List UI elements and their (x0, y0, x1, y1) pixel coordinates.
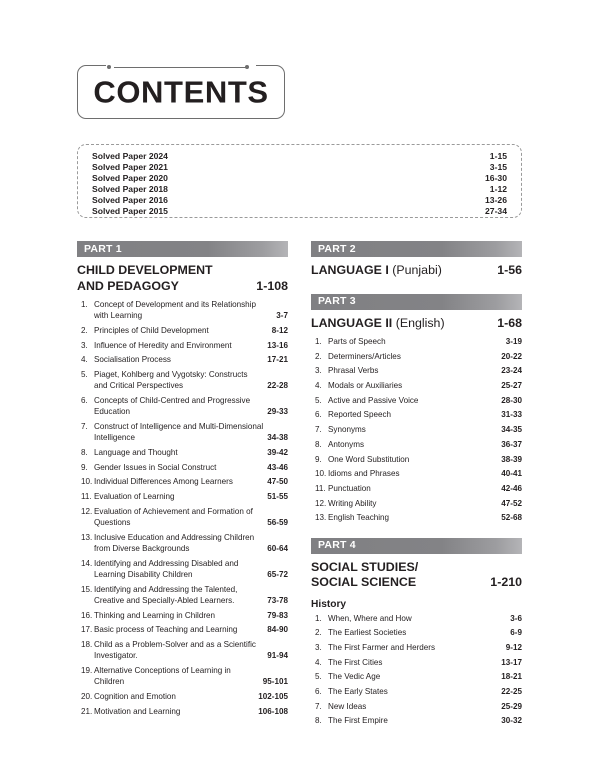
part-3-title-bold: LANGUAGE II (311, 315, 393, 330)
item-number: 14. (81, 558, 93, 568)
item-pages: 38-39 (501, 454, 522, 464)
part-3-label: PART 3 (318, 295, 356, 308)
item-number: 9. (81, 462, 88, 472)
list-item[interactable] (311, 395, 522, 406)
item-pages: 47-50 (267, 477, 288, 487)
item-number: 13. (81, 532, 93, 542)
list-item[interactable] (311, 613, 522, 624)
list-item[interactable] (311, 715, 522, 726)
item-title: Child as a Problem-Solver and as a Scientific Investigator. (94, 640, 256, 661)
list-item[interactable] (311, 424, 522, 435)
item-number: 17. (81, 625, 93, 635)
part-4-bar (311, 538, 522, 554)
item-title: Gender Issues in Social Construct (94, 462, 217, 472)
item-title: Idioms and Phrases (328, 469, 400, 479)
solved-paper-row[interactable] (92, 184, 507, 195)
item-title: Motivation and Learning (94, 706, 181, 716)
item-pages: 13-17 (501, 657, 522, 667)
list-item[interactable] (311, 351, 522, 362)
part-4-heading (311, 560, 522, 591)
item-number: 2. (315, 628, 322, 638)
list-item[interactable] (311, 365, 522, 376)
part-1-label: PART 1 (84, 242, 122, 255)
item-number: 3. (315, 366, 322, 376)
item-number: 3. (315, 642, 322, 652)
solved-paper-label: Solved Paper 2016 (92, 194, 168, 205)
list-item[interactable] (77, 421, 288, 444)
solved-paper-pages: 16-30 (485, 172, 507, 183)
item-number: 20. (81, 692, 93, 702)
decorative-rule (114, 67, 248, 69)
item-number: 11. (315, 483, 326, 493)
item-title: Language and Thought (94, 448, 178, 457)
list-item[interactable] (77, 491, 288, 502)
item-pages: 47-52 (501, 498, 522, 508)
part-4-title-line2: SOCIAL SCIENCE (311, 575, 417, 590)
item-number: 10. (315, 469, 327, 479)
item-title: Inclusive Education and Addressing Children from Diverse Backgrounds (94, 532, 255, 554)
item-number: 8. (315, 439, 322, 449)
list-item[interactable] (311, 686, 522, 697)
item-title: Phrasal Verbs (328, 366, 379, 376)
item-title: Influence of Heredity and Environment (94, 340, 232, 350)
solved-paper-label: Solved Paper 2015 (92, 205, 168, 216)
item-pages: 73-78 (267, 596, 288, 605)
item-number: 19. (81, 666, 93, 676)
item-number: 7. (315, 701, 322, 711)
solved-paper-row[interactable] (92, 195, 507, 206)
item-title: Thinking and Learning in Children (94, 610, 216, 620)
item-title: The Vedic Age (328, 672, 381, 682)
list-item[interactable] (77, 476, 288, 487)
item-pages: 25-29 (501, 701, 522, 711)
item-title: Evaluation of Learning (94, 492, 175, 502)
item-pages: 52-68 (501, 513, 522, 523)
item-pages: 3-19 (505, 337, 522, 346)
item-number: 8. (315, 716, 322, 726)
item-pages: 36-37 (501, 439, 522, 449)
part-3-bar (311, 294, 522, 310)
item-pages: 102-105 (258, 692, 288, 702)
item-number: 4. (81, 355, 88, 365)
part-1-bar (77, 241, 288, 257)
item-number: 6. (81, 396, 88, 406)
list-item[interactable] (77, 665, 288, 688)
part-3-heading (311, 316, 522, 332)
list-item[interactable] (77, 639, 288, 662)
item-title: Basic process of Teaching and Learning (94, 625, 238, 635)
item-pages: 84-90 (267, 625, 288, 635)
item-title: Concept of Development and its Relationship with Learning (94, 300, 256, 321)
list-item[interactable] (311, 671, 522, 682)
item-title: Cognition and Emotion (94, 692, 176, 702)
item-title: Principles of Child Development (94, 325, 209, 335)
item-number: 8. (81, 448, 88, 457)
item-title: Writing Ability (328, 498, 377, 508)
part-2-heading (311, 263, 522, 279)
item-pages: 9-12 (505, 642, 522, 652)
part-2-bar (311, 241, 522, 257)
part-1-title-line1: CHILD DEVELOPMENT (77, 263, 213, 277)
item-pages: 17-21 (267, 355, 288, 365)
item-title: The First Farmer and Herders (328, 642, 436, 652)
right-column (311, 241, 522, 730)
item-pages: 39-42 (267, 448, 288, 457)
part-4-label: PART 4 (318, 539, 356, 552)
item-number: 11. (81, 492, 92, 502)
item-pages: 23-24 (501, 366, 522, 376)
item-title: The Earliest Societies (328, 628, 407, 638)
list-item[interactable] (77, 624, 288, 635)
item-number: 6. (315, 686, 322, 696)
part-3-item-list (311, 336, 522, 524)
item-title: Socialisation Process (94, 355, 171, 365)
solved-paper-pages: 27-34 (485, 205, 507, 216)
list-item[interactable] (311, 454, 522, 465)
part-4-subsection-heading: History (311, 598, 347, 610)
list-item[interactable] (311, 512, 522, 523)
solved-paper-label: Solved Paper 2018 (92, 183, 168, 194)
item-title: Modals or Auxiliaries (328, 381, 403, 391)
solved-paper-row[interactable] (92, 173, 507, 184)
solved-paper-row[interactable] (92, 206, 507, 217)
decorative-dot-right-icon (245, 65, 249, 69)
item-number: 3. (81, 340, 88, 350)
list-item[interactable] (311, 498, 522, 509)
solved-paper-pages: 1-12 (489, 183, 507, 194)
item-title: Reported Speech (328, 410, 391, 420)
item-title: The First Cities (328, 657, 383, 667)
item-pages: 51-55 (267, 492, 288, 502)
item-title: Antonyms (328, 439, 364, 449)
part-4-item-list (311, 613, 522, 727)
part-1-pages: 1-108 (256, 278, 288, 293)
item-number: 13. (315, 513, 327, 523)
item-pages: 22-25 (501, 686, 522, 696)
item-pages: 34-35 (501, 425, 522, 435)
item-number: 1. (81, 300, 88, 309)
list-item[interactable] (77, 610, 288, 621)
item-number: 4. (315, 381, 322, 391)
solved-papers-box (77, 144, 522, 218)
list-item[interactable] (311, 701, 522, 712)
item-title: Concepts of Child-Centred and Progressive Education (94, 396, 251, 417)
list-item[interactable] (311, 627, 522, 638)
item-title: English Teaching (328, 513, 390, 523)
list-item[interactable] (77, 462, 288, 473)
part-3-title (311, 316, 445, 332)
solved-paper-row[interactable] (92, 162, 507, 173)
page-title: CONTENTS (93, 74, 269, 110)
solved-paper-pages: 3-15 (489, 161, 507, 172)
part-1-title-line2: AND PEDAGOGY (77, 278, 179, 293)
item-title: New Ideas (328, 701, 367, 711)
decorative-dot-left-icon (107, 65, 111, 69)
item-number: 4. (315, 657, 322, 667)
item-pages: 8-12 (271, 325, 288, 335)
list-item[interactable] (77, 299, 288, 322)
item-title: Punctuation (328, 483, 371, 493)
list-item[interactable] (311, 409, 522, 420)
list-item[interactable] (311, 468, 522, 479)
item-number: 18. (81, 640, 93, 650)
item-number: 2. (81, 325, 88, 335)
item-pages: 95-101 (262, 677, 288, 687)
item-number: 5. (315, 672, 322, 682)
item-title: Piaget, Kohlberg and Vygotsky: Constructs and Critical Perspectives (94, 370, 248, 391)
part-2-title (311, 263, 442, 279)
list-item[interactable] (77, 691, 288, 702)
item-title: One Word Substitution (328, 454, 410, 464)
list-item[interactable] (77, 447, 288, 458)
item-number: 12. (81, 506, 93, 516)
item-number: 1. (315, 613, 322, 623)
item-pages: 34-38 (267, 433, 288, 443)
part-4-title-line1: SOCIAL STUDIES/ (311, 559, 419, 574)
solved-paper-label: Solved Paper 2024 (92, 151, 168, 161)
item-number: 6. (315, 410, 322, 420)
item-title: Determiners/Articles (328, 351, 401, 361)
item-number: 1. (315, 337, 322, 346)
solved-paper-label: Solved Paper 2021 (92, 161, 168, 172)
item-pages: 65-72 (267, 570, 288, 580)
item-pages: 106-108 (258, 706, 288, 716)
item-pages: 18-21 (501, 672, 522, 682)
item-pages: 40-41 (501, 469, 522, 479)
part-2-pages: 1-56 (497, 263, 522, 277)
list-item[interactable] (311, 642, 522, 653)
item-pages: 56-59 (267, 518, 288, 528)
part-4-pages: 1-210 (490, 575, 522, 590)
list-item[interactable] (311, 483, 522, 494)
list-item[interactable] (311, 336, 522, 347)
item-pages: 20-22 (501, 351, 522, 361)
item-title: Active and Passive Voice (328, 395, 419, 405)
item-pages: 3-7 (276, 311, 288, 321)
list-item[interactable] (77, 706, 288, 717)
item-number: 2. (315, 351, 322, 361)
item-title: When, Where and How (328, 613, 412, 623)
list-item[interactable] (77, 506, 288, 529)
part-3-pages: 1-68 (497, 315, 522, 330)
item-pages: 25-27 (501, 381, 522, 391)
list-item[interactable] (311, 380, 522, 391)
list-item[interactable] (77, 369, 288, 392)
item-pages: 22-28 (267, 381, 288, 391)
list-item[interactable] (77, 558, 288, 581)
item-title: Parts of Speech (328, 337, 386, 346)
part-3-title-light: (English) (395, 315, 445, 330)
part-2-title-light: (Punjabi) (392, 263, 442, 277)
item-pages: 79-83 (267, 610, 288, 620)
item-pages: 28-30 (501, 395, 522, 405)
item-pages: 42-46 (501, 483, 522, 493)
item-number: 7. (81, 422, 88, 432)
item-pages: 43-46 (267, 462, 288, 472)
list-item[interactable] (77, 340, 288, 351)
item-number: 10. (81, 477, 93, 487)
item-pages: 6-9 (510, 628, 522, 638)
item-title: Evaluation of Achievement and Formation of Questions (94, 506, 253, 528)
list-item[interactable] (77, 354, 288, 365)
item-pages: 91-94 (267, 651, 288, 661)
list-item[interactable] (311, 657, 522, 668)
item-number: 9. (315, 454, 322, 464)
left-column (77, 241, 288, 720)
solved-paper-pages: 13-26 (485, 194, 507, 205)
item-pages: 3-6 (510, 613, 522, 623)
item-number: 16. (81, 610, 93, 620)
item-pages: 31-33 (501, 410, 522, 420)
item-pages: 29-33 (267, 407, 288, 417)
solved-paper-pages: 1-15 (489, 151, 507, 161)
part-1-item-list (77, 299, 288, 717)
contents-title-plate (77, 65, 285, 119)
list-item[interactable] (77, 395, 288, 418)
item-title: Synonyms (328, 425, 366, 435)
item-number: 12. (315, 498, 327, 508)
item-number: 5. (315, 395, 322, 405)
list-item[interactable] (77, 325, 288, 336)
list-item[interactable] (311, 439, 522, 450)
item-title: Identifying and Addressing Disabled and Learning Disability Children (94, 558, 239, 580)
item-title: Individual Differences Among Learners (94, 477, 233, 487)
list-item[interactable] (77, 532, 288, 555)
item-title: The First Empire (328, 716, 388, 726)
item-number: 15. (81, 584, 93, 594)
item-pages: 60-64 (267, 544, 288, 554)
solved-paper-label: Solved Paper 2020 (92, 172, 168, 183)
list-item[interactable] (77, 584, 288, 607)
part-2-label: PART 2 (318, 242, 356, 255)
part-1-heading (77, 263, 288, 294)
item-number: 5. (81, 370, 88, 380)
item-number: 7. (315, 425, 322, 435)
item-pages: 13-16 (267, 340, 288, 350)
solved-paper-row[interactable] (92, 151, 507, 162)
item-title: Identifying and Addressing the Talented, Creative and Specially-Abled Learners. (94, 584, 238, 605)
item-title: The Early States (328, 686, 388, 696)
item-pages: 30-32 (501, 716, 522, 726)
item-title: Construct of Intelligence and Multi-Dimensional Intelligence (94, 422, 264, 443)
item-title: Alternative Conceptions of Learning in Children (94, 666, 231, 687)
part-2-title-bold: LANGUAGE I (311, 263, 389, 277)
item-number: 21. (81, 706, 93, 716)
